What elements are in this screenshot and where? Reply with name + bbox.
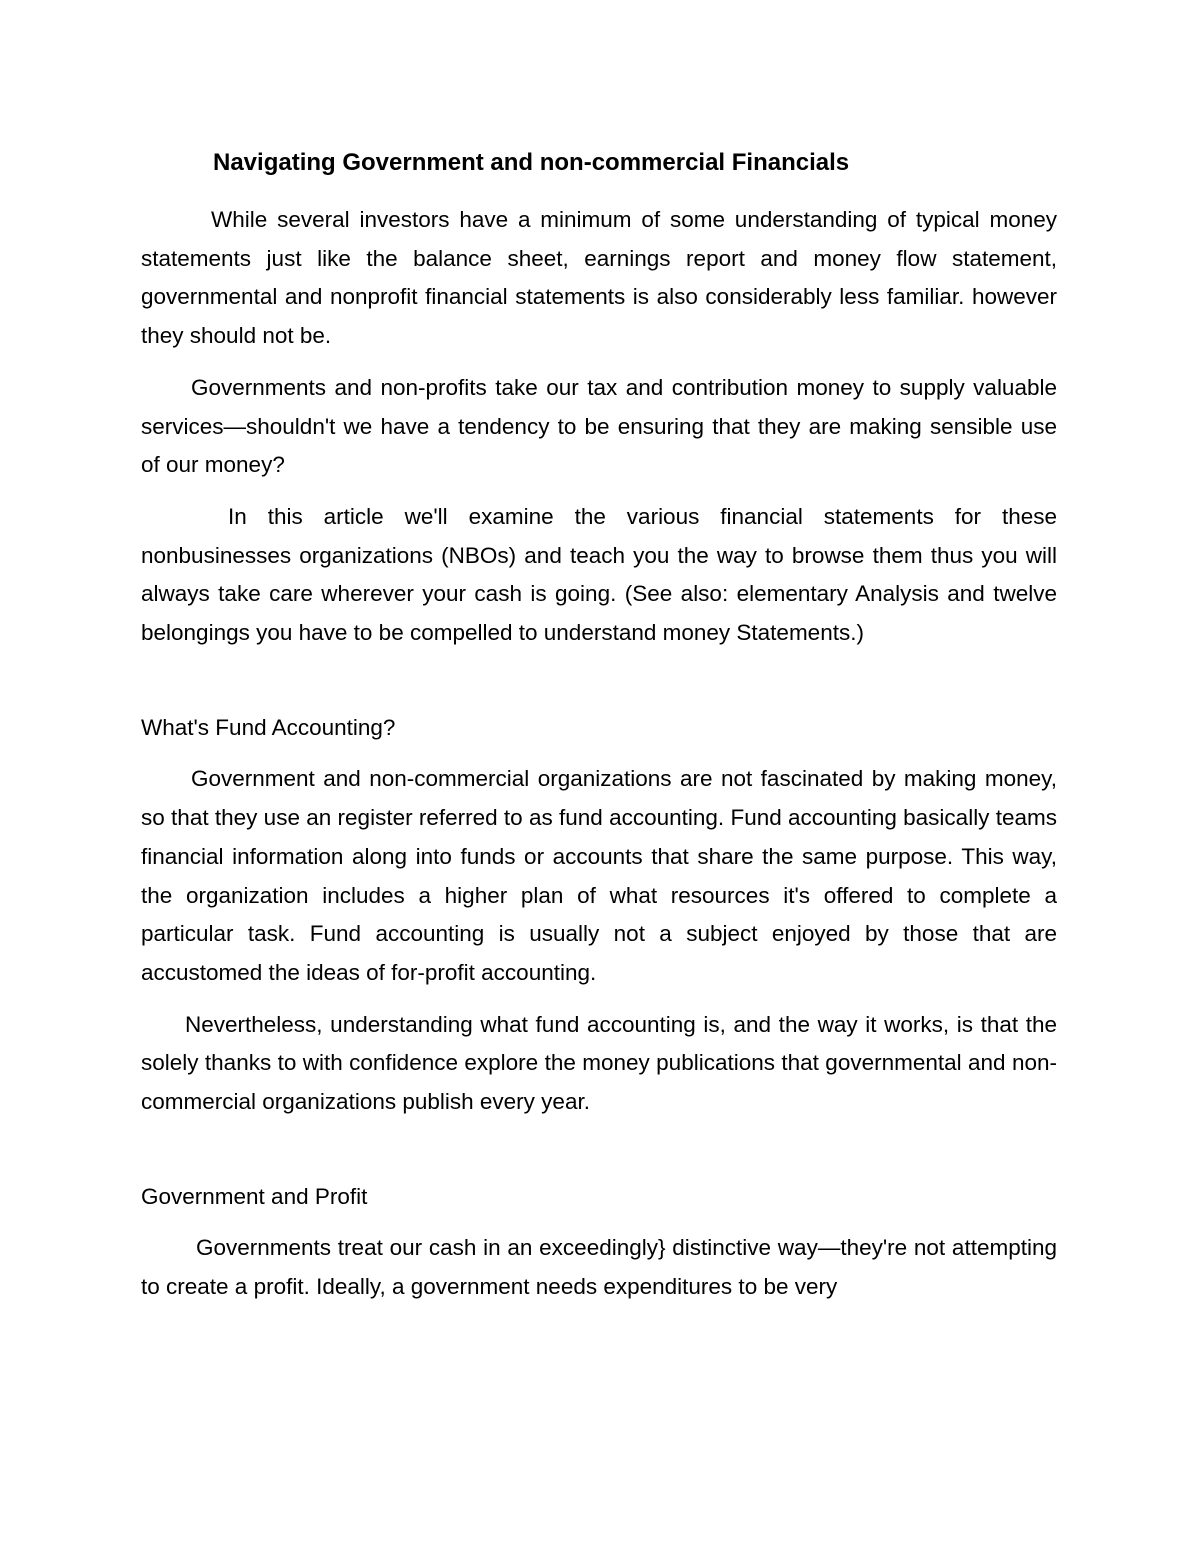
section-heading-government-profit: Government and Profit <box>141 1183 368 1209</box>
intro-paragraph-2: Governments and non-profits take our tax and contribution money to supply valuable services—shouldn't we have a tendency to be ensuring that they are making sensible use of our money? <box>141 374 1057 478</box>
profit-paragraph-1: Governments treat our cash in an exceedingly} distinctive way—they're not attempting to create a profit. Ideally, a government needs expenditures to be very <box>141 1235 1057 1300</box>
document-body <box>141 143 1057 1307</box>
fund-paragraph-2: Nevertheless, understanding what fund accounting is, and the way it works, is that the solely thanks to with confidence explore the money publications that governmental and non-commercial organizations publish every year. <box>141 1011 1057 1115</box>
fund-paragraph-1: Government and non-commercial organizations are not fascinated by making money, so that they use an register referred to as fund accounting. Fund accounting basically teams financial information along into funds or accounts that share the same purpose. This way, the organization includes a higher plan of what resources it's offered to complete a particular task. Fund accounting is usually not a subject enjoyed by those that are accustomed the ideas of for-profit accounting. <box>141 766 1057 985</box>
section-heading-fund-accounting: What's Fund Accounting? <box>141 714 396 740</box>
document-title: Navigating Government and non-commercial Financials <box>213 149 850 176</box>
intro-paragraph-3: In this article we'll examine the various financial statements for these nonbusinesses organizations (NBOs) and teach you the way to browse them thus you will always take care wherever your cash is going. (See also: elementary Analysis and twelve belongings you have to be compelled to understand money Statements.) <box>141 503 1057 646</box>
intro-paragraph-1: While several investors have a minimum of some understanding of typical money statements just like the balance sheet, earnings report and money flow statement, governmental and nonprofit financial statements is also considerably less familiar. however they should not be. <box>141 207 1057 349</box>
